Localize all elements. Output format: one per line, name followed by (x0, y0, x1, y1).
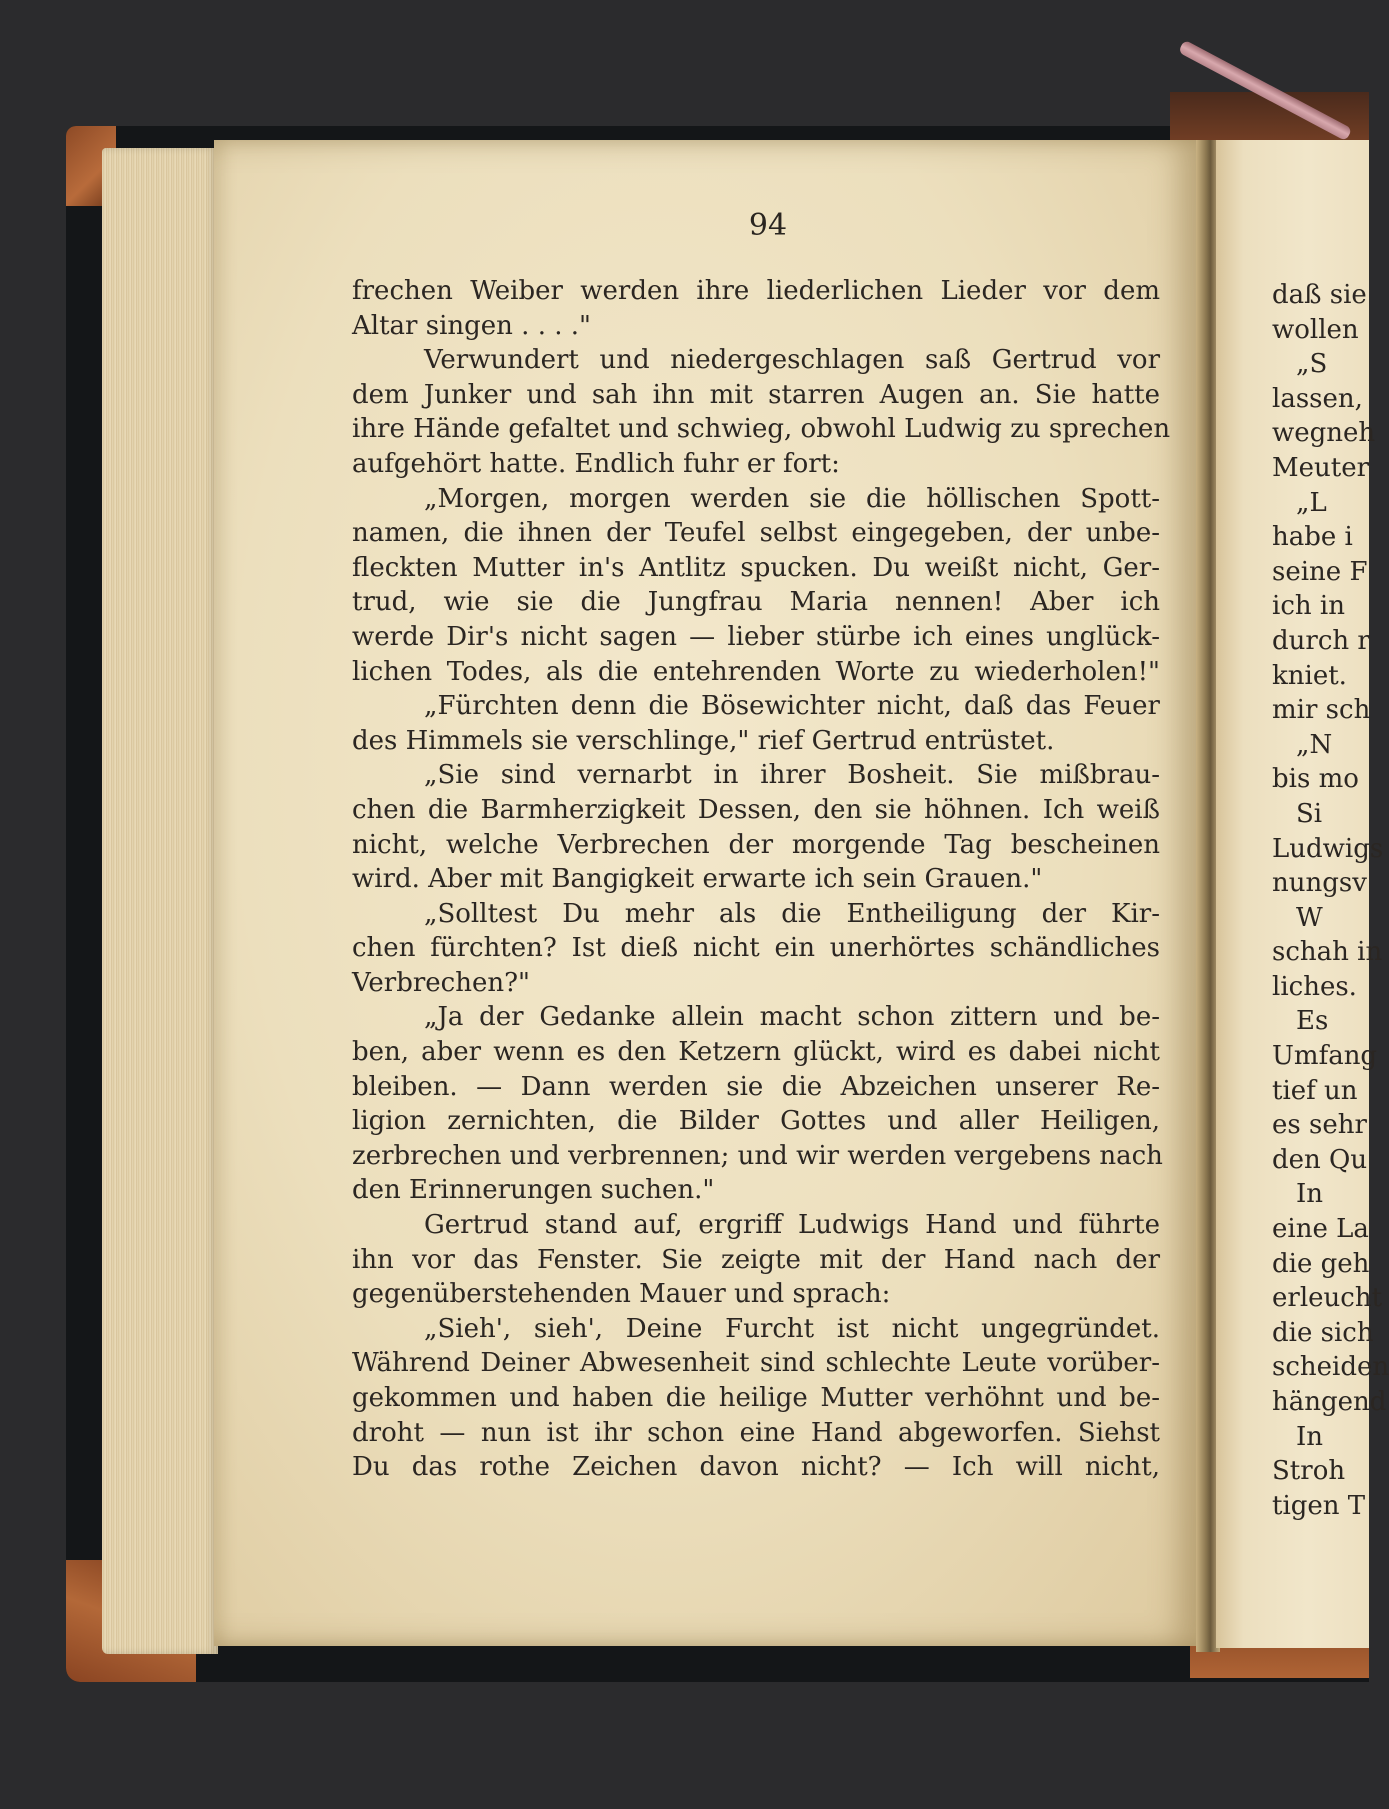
right-page-line: liches. (1272, 971, 1357, 1002)
right-page-line: „S (1296, 349, 1328, 380)
right-page-line: In (1296, 1421, 1324, 1452)
text-line: gekommen und haben die heilige Mutter verhöhnt und be- (352, 1383, 1160, 1413)
right-page-line: hängend (1272, 1387, 1387, 1417)
text-line: aufgehört hatte. Endlich fuhr er fort: (352, 448, 840, 479)
page-block-edge (102, 148, 218, 1654)
text-line: wird. Aber mit Bangigkeit erwarte ich sein Grauen." (352, 864, 1043, 895)
right-page-line: die sich (1272, 1317, 1374, 1348)
right-page-line: Umfang (1272, 1041, 1378, 1072)
right-page-line: „N (1296, 729, 1333, 760)
text-line: namen, die ihnen der Teufel selbst eingegeben, der unbe- (352, 518, 1160, 549)
right-page-line: ich in (1272, 591, 1345, 622)
right-page-line: Ludwigs (1272, 833, 1384, 864)
text-line: Verbrechen?" (352, 967, 531, 998)
text-line: fleckten Mutter in's Antlitz spucken. Du weißt nicht, Ger- (352, 552, 1160, 583)
page-number: 94 (748, 208, 788, 243)
right-page-line: scheiden (1272, 1352, 1389, 1383)
text-line: zerbrechen und verbrennen; und wir werden vergebens nach (352, 1140, 1163, 1171)
text-line: Altar singen . . . ." (352, 310, 591, 341)
text-line: „Morgen, morgen werden sie die höllischen Spott- (424, 483, 1160, 514)
right-page-line: die geh (1272, 1248, 1370, 1279)
right-page-line: „L (1296, 487, 1327, 518)
text-line: „Fürchten denn die Bösewichter nicht, daß das Feuer (424, 691, 1160, 722)
right-page-line: wegneh (1272, 418, 1376, 449)
text-line: Du das rothe Zeichen davon nicht? — Ich will nicht, (352, 1452, 1160, 1483)
right-page-line: W (1296, 902, 1323, 933)
right-page-line: Si (1296, 798, 1323, 829)
right-page-line: es sehr (1272, 1110, 1367, 1141)
right-page-line: durch r (1272, 625, 1370, 656)
right-page-line: In (1296, 1179, 1324, 1210)
text-line: ligion zernichten, die Bilder Gottes und aller Heiligen, (352, 1106, 1160, 1137)
text-line: nicht, welche Verbrechen der morgende Tag bescheinen (352, 829, 1160, 860)
right-page-line: bis mo (1272, 764, 1359, 795)
text-line: „Sieh', sieh', Deine Furcht ist nicht ungegründet. (424, 1313, 1160, 1344)
right-page-line: eine La (1272, 1214, 1369, 1245)
right-page-line: den Qu (1272, 1144, 1368, 1175)
right-page-line: lassen, (1272, 383, 1363, 414)
text-line: bleiben. — Dann werden sie die Abzeichen unserer Re- (352, 1071, 1160, 1102)
text-line: Verwundert und niedergeschlagen saß Gertrud vor (424, 345, 1160, 376)
left-page-text (352, 274, 1171, 1485)
text-line: lichen Todes, als die entehrenden Worte zu wiederholen!" (352, 656, 1160, 687)
text-line: chen fürchten? Ist dieß nicht ein unerhörtes schändliches (352, 933, 1160, 964)
right-page-line: schah in (1272, 937, 1383, 968)
text-line: ben, aber wenn es den Ketzern glückt, wird es dabei nicht (352, 1037, 1160, 1068)
right-page-line: tigen T (1272, 1490, 1366, 1521)
right-page-line: Meuter (1272, 452, 1370, 483)
right-page-line: habe i (1272, 522, 1353, 553)
text-line: gegenüberstehenden Mauer und sprach: (352, 1279, 891, 1310)
text-line: frechen Weiber werden ihre liederlichen Lieder vor dem (352, 276, 1160, 306)
right-page-line: erleucht (1272, 1283, 1383, 1314)
text-line: Während Deiner Abwesenheit sind schlechte Leute vorüber- (352, 1348, 1160, 1379)
text-line: chen die Barmherzigkeit Dessen, den sie höhnen. Ich weiß (352, 794, 1160, 825)
text-line: „Solltest Du mehr als die Entheiligung der Kir- (424, 898, 1160, 929)
right-page-line: Es (1296, 1006, 1329, 1037)
right-page-line: nungsv (1272, 868, 1367, 899)
right-page-line: Stroh (1272, 1456, 1346, 1487)
text-line: werde Dir's nicht sagen — lieber stürbe ich eines unglück- (352, 621, 1160, 652)
text-line: „Sie sind vernarbt in ihrer Bosheit. Sie mißbrau- (424, 760, 1160, 791)
right-page-line: mir sch (1272, 695, 1371, 726)
right-page-line: wollen (1272, 314, 1359, 345)
text-line: Gertrud stand auf, ergriff Ludwigs Hand und führte (424, 1210, 1160, 1241)
right-page-text (1272, 278, 1389, 1523)
text-line: droht — nun ist ihr schon eine Hand abgeworfen. Siehst (352, 1417, 1160, 1448)
right-page-line: seine F (1272, 556, 1368, 587)
text-line: den Erinnerungen suchen." (352, 1175, 715, 1206)
text-line: trud, wie sie die Jungfrau Maria nennen! Aber ich (352, 587, 1160, 618)
right-page-line: daß sie (1272, 280, 1367, 310)
text-line: „Ja der Gedanke allein macht schon zittern und be- (424, 1002, 1160, 1033)
right-page-line: tief un (1272, 1075, 1358, 1106)
text-line: des Himmels sie verschlinge," rief Gertrud entrüstet. (352, 725, 1055, 756)
text-line: ihn vor das Fenster. Sie zeigte mit der Hand nach der (352, 1244, 1160, 1275)
text-line: dem Junker und sah ihn mit starren Augen an. Sie hatte (352, 379, 1160, 410)
right-page-line: kniet. (1272, 660, 1347, 691)
text-line: ihre Hände gefaltet und schwieg, obwohl Ludwig zu sprechen (352, 414, 1171, 445)
